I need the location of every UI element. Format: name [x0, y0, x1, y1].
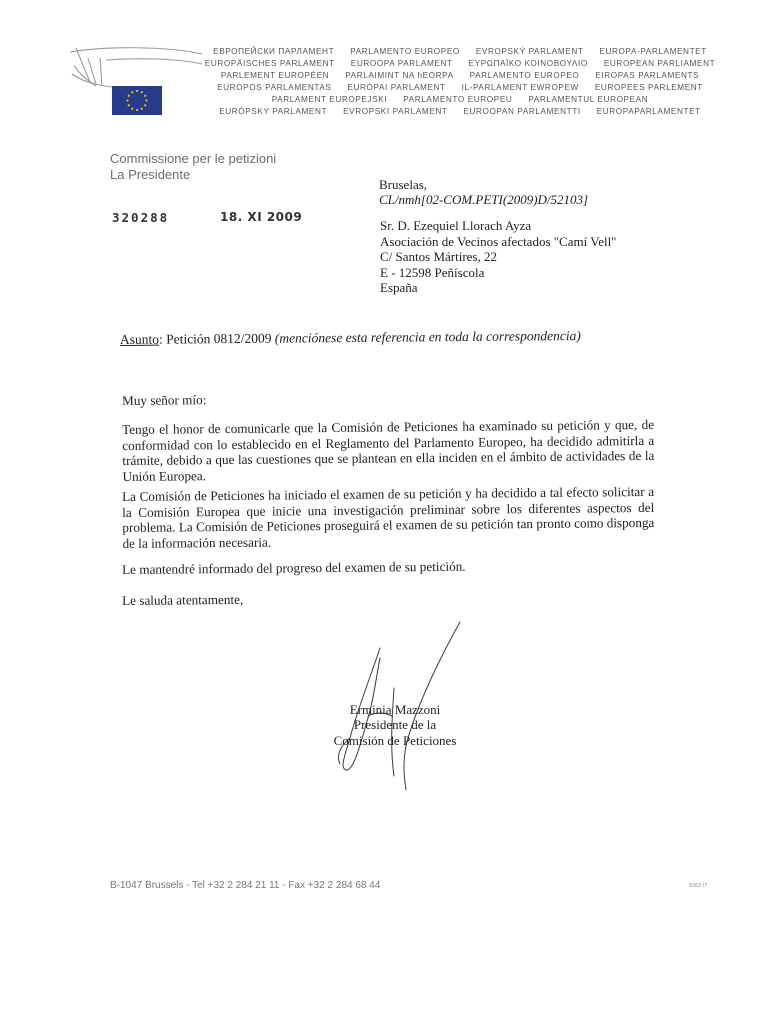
parliament-name: EUROPOS PARLAMENTAS — [217, 82, 332, 92]
parliament-names-line — [205, 106, 715, 118]
subject-label: Asunto — [119, 331, 160, 347]
parliament-name: EURÓPAI PARLAMENT — [347, 82, 446, 92]
place-line: Bruselas, — [379, 177, 428, 192]
committee-heading — [110, 151, 276, 183]
recipient-name: Sr. D. Ezequiel Llorach Ayza — [380, 218, 532, 233]
eu-star-icon — [141, 108, 143, 110]
recipient-country: España — [380, 280, 418, 295]
parliament-names-line — [205, 58, 715, 70]
signer-committee: Comisión de Peticiones — [333, 732, 457, 748]
parliament-names-line — [205, 82, 715, 94]
eu-star-icon — [144, 95, 146, 97]
parliament-names-line — [205, 70, 715, 82]
eu-star-icon — [136, 90, 138, 92]
parliament-name: IL-PARLAMENT EWROPEW — [461, 82, 579, 92]
parliament-name: EURÓPSKY PARLAMENT — [219, 106, 328, 116]
parliament-names-line — [205, 46, 715, 58]
parliament-name: PARLAMENTO EUROPEU — [403, 94, 513, 104]
subject-note: (menciónese esta referencia en toda la correspondencia) — [274, 327, 581, 346]
committee-role: La Presidente — [110, 167, 191, 182]
parliament-name: ΕΥΡΩΠΑΪΚΟ ΚΟΙΝΟΒΟΥΛΙΟ — [468, 58, 588, 68]
signer-block — [300, 702, 490, 748]
stamp-date: 18. XI 2009 — [220, 210, 303, 224]
signer-title: Presidente de la — [353, 717, 437, 733]
parliament-name: PARLAIMINT NA hEORPA — [345, 70, 454, 80]
recipient-city: E - 12598 Peñíscola — [380, 264, 485, 280]
parliament-name: PARLAMENTO EUROPEO — [469, 70, 580, 80]
subject-line — [120, 328, 581, 348]
salutation: Muy señor mío: — [122, 392, 207, 408]
paragraph-3: Le mantendré informado del progreso del examen de su petición. — [122, 558, 466, 577]
parliament-name: EUROPAPARLAMENTET — [596, 106, 701, 116]
place-and-reference — [379, 177, 588, 207]
eu-star-icon — [141, 91, 143, 93]
parliament-name: EUROPA-PARLAMENTET — [599, 47, 707, 56]
parliament-name: EUROPEES PARLEMENT — [594, 82, 703, 92]
paragraph-1: Tengo el honor de comunicarle que la Comisión de Peticiones ha examinado su petición y que, de conformidad con lo establecido en el Reglamento del Parlamento Europeo, ha decidido admitirla a trámite, debido a que las cuestiones que se plantean en ella inciden en el ámbito de actividades de la Unión Europea. — [122, 416, 655, 484]
closing: Le saluda atentamente, — [122, 591, 244, 608]
eu-star-icon — [126, 99, 128, 101]
parliament-names-line — [205, 94, 715, 106]
parliament-name: EVROPSKI PARLAMENT — [343, 106, 448, 116]
parliament-name: ЕВРОПЕЙСКИ ПАРЛАМЕНТ — [213, 47, 335, 56]
committee-name: Commissione per le petizioni — [110, 151, 277, 166]
subject-text: Petición 0812/2009 — [166, 330, 272, 347]
parliament-name: PARLAMENTO EUROPEO — [350, 47, 460, 56]
paragraph-2: La Comisión de Peticiones ha iniciado el examen de su petición y ha decidido a tal efecto solicitar a la Comisión Europea que inicie una investigación preliminar sobre los diferentes aspectos del problema. La Comisión de Peticiones proseguirá el examen de su petición tan pronto como disponga de la información necesaria. — [122, 483, 655, 551]
footer-address: B-1047 Brussels - Tel +32 2 284 21 11 - Fax +32 2 284 68 44 — [110, 880, 381, 891]
european-parliament-logo — [66, 44, 206, 120]
reference-code: CL/nmh[02-COM.PETI(2009)D/52103] — [379, 192, 589, 207]
recipient-street: C/ Santos Mártires, 22 — [380, 249, 497, 264]
parliament-name: EUROOPA PARLAMENT — [350, 58, 453, 68]
parliament-name: EIROPAS PARLAMENTS — [595, 70, 700, 80]
eu-star-icon — [145, 99, 147, 101]
recipient-org: Asociación de Vecinos afectados "Camí Vell" — [380, 233, 617, 249]
parliament-names — [205, 46, 715, 117]
parliament-name: PARLAMENT EUROPEJSKI — [271, 94, 388, 104]
stamp-number: 320288 — [112, 210, 170, 225]
parliament-name: EUROPÄISCHES PARLAMENT — [204, 58, 335, 68]
signer-name: Erminia Mazzoni — [349, 702, 441, 717]
eu-star-icon — [128, 95, 130, 97]
parliament-name: PARLAMENTUL EUROPEAN — [528, 94, 649, 104]
eu-star-icon — [131, 91, 133, 93]
recipient-address — [380, 218, 617, 296]
eu-star-icon — [144, 104, 146, 106]
parliament-name: PARLEMENT EUROPÉEN — [220, 70, 330, 80]
parliament-name: EUROOPAN PARLAMENTTI — [463, 106, 581, 116]
parliament-name: EVROPSKÝ PARLAMENT — [475, 47, 584, 56]
document-code: 5363 IT — [689, 883, 708, 889]
eu-star-icon — [128, 104, 130, 106]
eu-star-icon — [131, 108, 133, 110]
parliament-name: EUROPEAN PARLIAMENT — [603, 58, 716, 68]
subject-colon: : — [158, 331, 167, 347]
eu-star-icon — [136, 109, 138, 111]
